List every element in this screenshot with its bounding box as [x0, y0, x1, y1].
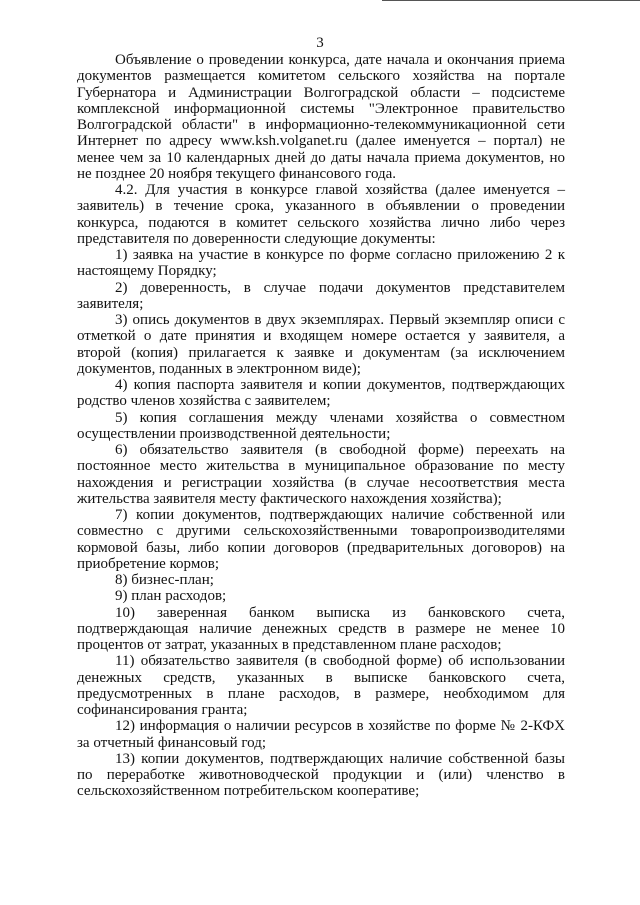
list-item-12: 12) информация о наличии ресурсов в хозяйстве по форме № 2-КФХ за отчетный финансовый год;	[77, 718, 565, 751]
list-item-2: 2) доверенность, в случае подачи документов представителем заявителя;	[77, 279, 565, 312]
list-item-3: 3) опись документов в двух экземплярах. Первый экземпляр описи с отметкой о дате принятия и входящем номере остается у заявителя, а второй (копия) прилагается к заявке и документам (за исключением документов, поданных в электронном виде);	[77, 312, 565, 377]
scan-edge-line	[382, 0, 640, 1]
list-item-9: 9) план расходов;	[115, 588, 227, 605]
list-item-10: 10) заверенная банком выписка из банковского счета, подтверждающая наличие денежных средств в размере не менее 10 процентов от затрат, указанных в представленном плане расходов;	[77, 604, 565, 653]
paragraph-4-2: 4.2. Для участия в конкурсе главой хозяйства (далее именуется – заявитель) в течение срока, указанного в объявлении о проведении конкурса, подаются в комитет сельского хозяйства лично либо через представителя по доверенности следующие документы:	[77, 182, 565, 247]
list-item-7: 7) копии документов, подтверждающих наличие собственной или совместно с другими сельскохозяйственными товаропроизводителями кормовой базы, либо копии договоров (предварительных договоров) на приобретение кормов;	[77, 507, 565, 572]
list-item-8: 8) бизнес-план;	[115, 572, 214, 588]
paragraph-announcement: Объявление о проведении конкурса, дате начала и окончания приема документов размещается комитетом сельского хозяйства на портале Губернатора и Администрации Волгоградской области – подсистеме комплексной информационной системы "Электронное правительство Волгоградской области" в информационно-телекоммуникационной сети Интернет по адресу www.ksh.volganet.ru (далее именуется – портал) не менее чем за 10 календарных дней до даты начала приема документов, но не позднее 20 ноября текущего финансового года.	[77, 52, 565, 182]
list-item-13: 13) копии документов, подтверждающих наличие собственной базы по переработке животноводческой продукции и (или) членство в сельскохозяйственном потребительском кооперативе;	[77, 750, 565, 800]
list-item-11: 11) обязательство заявителя (в свободной форме) об использовании денежных средств, указанных в выписке банковского счета, предусмотренных в плане расходов, в размере, необходимом для софинансирования гранта;	[77, 653, 565, 718]
list-item-5: 5) копия соглашения между членами хозяйства о совместном осуществлении производственной деятельности;	[77, 409, 565, 442]
page-number: 3	[316, 35, 324, 51]
list-item-4: 4) копия паспорта заявителя и копии документов, подтверждающих родство членов хозяйства с заявителем;	[77, 377, 565, 410]
list-item-1: 1) заявка на участие в конкурсе по форме согласно приложению 2 к настоящему Порядку;	[77, 247, 565, 280]
list-item-6: 6) обязательство заявителя (в свободной форме) переехать на постоянное место жительства в муниципальное образование по месту нахождения и регистрации хозяйства (в случае несоответствия места жительства заявителя месту фактического нахождения хозяйства);	[77, 442, 565, 507]
document-body	[77, 52, 565, 800]
